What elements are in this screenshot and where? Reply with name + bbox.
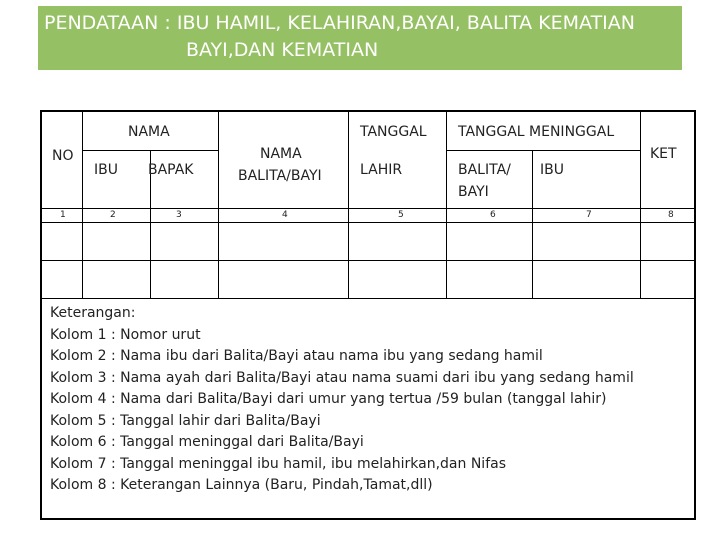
note-item: Kolom 1 : Nomor urut bbox=[50, 326, 201, 343]
header-ket: KET bbox=[650, 146, 677, 162]
note-item: Kolom 8 : Keterangan Lainnya (Baru, Pindah,Tamat,dll) bbox=[50, 477, 433, 493]
notes-box bbox=[40, 298, 696, 520]
col-divider bbox=[218, 112, 219, 300]
col-divider bbox=[640, 112, 641, 300]
row-divider bbox=[42, 222, 694, 223]
header-lahir: LAHIR bbox=[360, 162, 403, 178]
header-nama-balita-2: BALITA/BAYI bbox=[238, 168, 322, 184]
row-divider bbox=[82, 150, 218, 151]
note-item: Kolom 2 : Nama ibu dari Balita/Bayi atau nama ibu yang sedang hamil bbox=[50, 348, 543, 364]
note-item: Kolom 7 : Tanggal meninggal ibu hamil, ibu melahirkan,dan Nifas bbox=[50, 455, 506, 472]
col-divider bbox=[348, 112, 349, 300]
header-nama-balita-1: NAMA bbox=[260, 146, 302, 162]
column-number: 7 bbox=[586, 210, 592, 220]
title-line-2: BAYI,DAN KEMATIAN bbox=[186, 39, 379, 61]
column-number: 4 bbox=[282, 210, 288, 220]
title-line-1: PENDATAAN : IBU HAMIL, KELAHIRAN,BAYAI, BALITA KEMATIAN bbox=[44, 12, 635, 34]
header-no: NO bbox=[52, 148, 74, 164]
header-tanggal-meninggal: TANGGAL MENINGGAL bbox=[458, 124, 615, 140]
header-tanggal: TANGGAL bbox=[360, 124, 427, 140]
notes-heading: Keterangan: bbox=[50, 305, 136, 321]
note-item: Kolom 5 : Tanggal lahir dari Balita/Bayi bbox=[50, 412, 321, 429]
note-item: Kolom 6 : Tanggal meninggal dari Balita/Bayi bbox=[50, 434, 364, 450]
col-divider bbox=[532, 150, 533, 300]
note-item: Kolom 3 : Nama ayah dari Balita/Bayi atau nama suami dari ibu yang sedang hamil bbox=[50, 369, 634, 386]
column-number: 3 bbox=[176, 210, 182, 220]
page-title bbox=[38, 6, 682, 70]
header-balita-bayi-2: BAYI bbox=[458, 184, 489, 200]
column-number: 1 bbox=[60, 210, 66, 220]
row-divider bbox=[42, 208, 694, 209]
col-divider bbox=[446, 112, 447, 300]
column-number: 6 bbox=[490, 210, 496, 220]
column-number: 8 bbox=[668, 210, 674, 220]
header-ibu-meninggal: IBU bbox=[540, 162, 564, 178]
col-divider bbox=[82, 112, 83, 300]
column-number: 2 bbox=[110, 210, 116, 220]
note-item: Kolom 4 : Nama dari Balita/Bayi dari umur yang tertua /59 bulan (tanggal lahir) bbox=[50, 391, 607, 407]
header-ibu: IBU bbox=[94, 162, 118, 178]
row-divider bbox=[42, 260, 694, 261]
header-balita-bayi-1: BALITA/ bbox=[458, 162, 511, 178]
column-number: 5 bbox=[398, 210, 404, 220]
header-bapak: BAPAK bbox=[148, 162, 194, 178]
row-divider bbox=[446, 150, 640, 151]
header-nama: NAMA bbox=[128, 124, 170, 140]
